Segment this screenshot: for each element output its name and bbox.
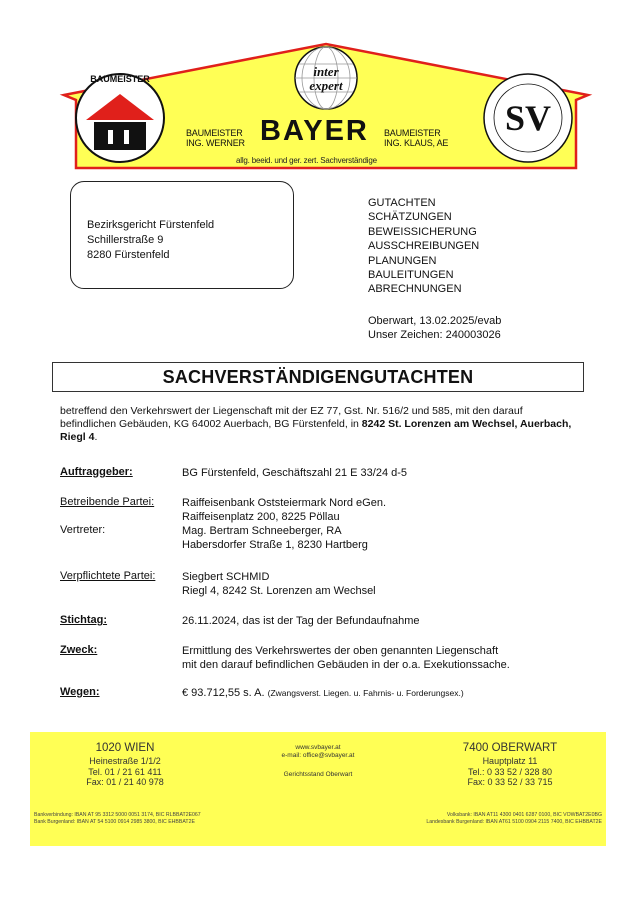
verpflichtete-partei-label: Verpflichtete Partei: xyxy=(60,570,156,582)
svg-text:SV: SV xyxy=(504,98,552,138)
sv-seal-icon xyxy=(484,74,572,162)
auftraggeber-label: Auftraggeber: xyxy=(60,466,133,478)
footer-wien: 1020 WIEN Heinestraße 1/1/2 Tel. 01 / 21 61 411 Fax: 01 / 21 40 978 xyxy=(86,742,164,787)
footer-bank-right: Volksbank: IBAN AT11 4300 0401 6287 0100, BIC VOWBAT2E0BG Landesbank Burgenland: IBAN AT61 5100 0904 2115 7400, BIC EHBBAT2E xyxy=(426,812,602,825)
service-item: BAULEITUNGEN xyxy=(368,269,454,282)
vertreter-label: Vertreter: xyxy=(60,524,106,536)
service-item: SCHÄTZUNGEN xyxy=(368,211,452,224)
zweck-label: Zweck: xyxy=(60,644,98,656)
inter-expert-globe-icon xyxy=(295,47,357,109)
document-title-box xyxy=(52,362,584,392)
service-item: ABRECHNUNGEN xyxy=(368,283,462,296)
wegen-value: € 93.712,55 s. A. (Zwangsverst. Liegen. u. Fahrnis- u. Forderungsex.) xyxy=(182,687,464,699)
left-engineer-name: BAUMEISTER ING. WERNER xyxy=(186,128,245,148)
recipient-line: Bezirksgericht Fürstenfeld xyxy=(87,219,215,231)
stichtag-value: 26.11.2024, das ist der Tag der Befundaufnahme xyxy=(182,615,420,627)
service-item: GUTACHTEN xyxy=(368,197,436,209)
intro-paragraph: betreffend den Verkehrswert der Liegenschaft mit der EZ 77, Gst. Nr. 516/2 und 585, mit den darauf befindlichen Gebäuden, KG 64002 Auerbach, BG Fürstenfeld, in 8242 St. Lorenzen am Wechsel, Auerbach, Riegl 4. xyxy=(60,405,572,443)
zweck-value: Ermittlung des Verkehrswertes der oben genannten Liegenschaft mit den darauf befindlichen Gebäuden in der o.a. Exekutionssache. xyxy=(182,645,510,671)
document-title: SACHVERSTÄNDIGENGUTACHTEN xyxy=(162,367,474,387)
svg-text:inter: inter xyxy=(313,64,339,79)
recipient-line: Schillerstraße 9 xyxy=(87,234,164,246)
services-list xyxy=(368,196,479,297)
betreibende-partei-label: Betreibende Partei: xyxy=(60,496,155,508)
service-item: AUSSCHREIBUNGEN xyxy=(368,240,480,253)
date-line: Oberwart, 13.02.2025/evab xyxy=(368,315,502,327)
wegen-label: Wegen: xyxy=(60,686,100,698)
letterhead xyxy=(58,40,594,180)
stichtag-label: Stichtag: xyxy=(60,614,108,626)
betreibende-partei-value: Raiffeisenbank Oststeiermark Nord eGen. Raiffeisenplatz 200, 8225 Pöllau xyxy=(182,497,386,523)
letterhead-subtitle: allg. beeid. und ger. zert. Sachverständige xyxy=(236,156,377,165)
vertreter-value: Mag. Bertram Schneeberger, RA Habersdorfer Straße 1, 8230 Hartberg xyxy=(182,525,368,551)
recipient-address-box xyxy=(70,181,294,289)
footer-center: www.svbayer.at e-mail: office@svbayer.at Gerichtsstand Oberwart xyxy=(281,744,355,778)
baumeister-badge-icon xyxy=(76,74,164,162)
verpflichtete-partei-value: Siegbert SCHMID Riegl 4, 8242 St. Lorenzen am Wechsel xyxy=(182,571,376,597)
footer xyxy=(30,732,606,846)
footer-oberwart: 7400 OBERWART Hauptplatz 11 Tel.: 0 33 52 / 328 80 Fax: 0 33 52 / 33 715 xyxy=(462,742,558,787)
service-item: PLANUNGEN xyxy=(368,254,437,267)
company-name: BAYER xyxy=(260,115,369,147)
recipient-line: 8280 Fürstenfeld xyxy=(87,249,170,261)
reference-block xyxy=(368,314,501,343)
svg-text:expert: expert xyxy=(309,78,343,93)
auftraggeber-value: BG Fürstenfeld, Geschäftszahl 21 E 33/24 d-5 xyxy=(182,467,408,479)
svg-text:BAUMEISTER: BAUMEISTER xyxy=(90,74,150,84)
service-item: BEWEISSICHERUNG xyxy=(368,225,477,238)
right-engineer-name: BAUMEISTER ING. KLAUS, AE xyxy=(384,128,449,148)
wegen-note: (Zwangsverst. Liegen. u. Fahrnis- u. Forderungsex.) xyxy=(267,688,464,698)
reference-number: Unser Zeichen: 240003026 xyxy=(368,329,501,342)
footer-bank-left: Bankverbindung: IBAN AT 95 3312 5000 0051 3174, BIC RLBBAT2E067 Bank Burgenland: IBAN AT 54 5100 0914 2985 3800, BIC EHBBAT2E xyxy=(34,812,201,825)
